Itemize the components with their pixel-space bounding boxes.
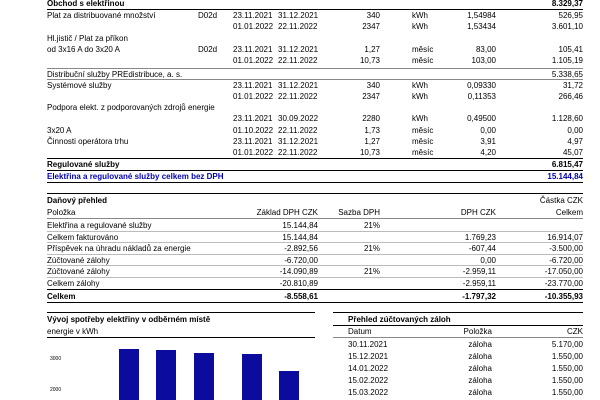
row-unit: kWh <box>412 114 428 123</box>
row-unit: kWh <box>412 11 428 20</box>
tax-row-label: Zúčtované zálohy <box>47 267 110 276</box>
row-date-to: 22.11.2022 <box>278 22 318 31</box>
row-label: Systémové služby <box>47 81 112 90</box>
tax-row-vat: -2.959,11 <box>462 278 496 288</box>
row-unit-price: 0,00 <box>480 126 496 135</box>
tax-row-base: 15.144,84 <box>282 232 318 242</box>
tax-row-base: -14.090,89 <box>279 267 318 276</box>
advance-row-amount: 1.550,00 <box>551 364 583 373</box>
dane-total-label: Celkem <box>47 292 76 301</box>
row-amount: 45,07 <box>562 148 583 157</box>
tax-row-vat: -607,44 <box>468 244 496 253</box>
tax-row-total: 16.914,07 <box>547 232 583 242</box>
row-label: 3x20 A <box>47 126 72 135</box>
tax-row-total: -6.720,00 <box>549 255 583 265</box>
dane-total-dph: -1.797,32 <box>462 292 496 301</box>
row-unit: měsíc <box>412 126 434 135</box>
row-date-from: 23.11.2021 <box>233 11 273 20</box>
obchod-total: 8.329,37 <box>551 0 583 8</box>
dane-header-dph: DPH CZK <box>460 208 496 217</box>
zalohy-title: Přehled zúčtovaných záloh <box>348 315 451 324</box>
tax-row-vat: 0,00 <box>480 255 496 265</box>
advance-row-date: 15.02.2022 <box>348 376 389 385</box>
row-unit-price: 83,00 <box>475 45 496 54</box>
row-quantity: 1,27 <box>364 137 380 146</box>
consumption-chart <box>47 338 315 400</box>
row-divider <box>47 242 583 243</box>
divider <box>47 9 583 10</box>
row-date-to: 22.11.2022 <box>278 56 318 65</box>
divider <box>333 337 583 338</box>
divider <box>47 79 583 80</box>
tax-row-total: -23.770,00 <box>544 278 583 288</box>
row-date-from: 01.01.2022 <box>233 22 274 31</box>
advance-row-date: 15.03.2022 <box>348 388 389 397</box>
row-code: D02d <box>198 11 218 20</box>
chart-unit-label: energie v kWh <box>47 327 99 336</box>
row-date-to: 30.09.2022 <box>278 114 319 123</box>
row-quantity: 2347 <box>362 22 380 31</box>
chart-bar <box>156 350 176 400</box>
row-date-from: 23.11.2021 <box>233 81 273 90</box>
distribuce-title: Distribuční služby PREdistribuce, a. s. <box>47 70 183 79</box>
row-divider <box>47 277 583 278</box>
row-date-from: 01.10.2022 <box>233 126 274 135</box>
row-label: od 3x16 A do 3x20 A <box>47 45 120 54</box>
y-tick-label: 2000 <box>50 386 62 393</box>
zalohy-header-polozka: Položka <box>463 327 492 336</box>
row-date-from: 23.11.2021 <box>233 45 273 54</box>
celkem-bez-dph-total: 15.144,84 <box>547 172 583 181</box>
y-tick-label: 3000 <box>50 355 62 362</box>
divider <box>47 170 583 171</box>
row-label: Hl.jistič / Plat za příkon <box>47 34 128 43</box>
tax-row-vat: -2.959,11 <box>462 267 496 276</box>
row-quantity: 340 <box>366 81 380 90</box>
dane-header-celkem: Celkem <box>555 208 583 217</box>
row-unit: kWh <box>412 92 428 101</box>
row-unit: měsíc <box>412 148 434 157</box>
row-amount: 0,00 <box>567 126 583 135</box>
row-unit: měsíc <box>412 45 434 54</box>
row-date-from: 01.01.2022 <box>233 92 274 101</box>
tax-row-base: -20.810,89 <box>279 278 318 288</box>
row-unit: měsíc <box>412 137 434 146</box>
row-date-from: 23.11.2021 <box>233 114 273 123</box>
row-amount: 31,72 <box>562 81 583 90</box>
row-quantity: 340 <box>366 11 380 20</box>
row-date-from: 01.01.2022 <box>233 56 274 65</box>
row-date-to: 22.11.2022 <box>278 148 318 157</box>
tax-row-total: -17.050,00 <box>544 267 583 276</box>
row-divider <box>47 231 583 232</box>
row-divider <box>47 254 583 255</box>
chart-bar <box>194 353 214 400</box>
chart-bar <box>279 371 299 400</box>
row-unit: měsíc <box>412 56 434 65</box>
row-amount: 526,95 <box>558 11 583 20</box>
distribuce-total: 5.338,65 <box>551 70 583 79</box>
row-unit: kWh <box>412 22 428 31</box>
row-quantity: 10,73 <box>359 56 380 65</box>
regulovane-label: Regulované služby <box>47 160 120 169</box>
tax-row-label: Celkem zálohy <box>47 278 100 288</box>
tax-row-rate: 21% <box>363 244 380 253</box>
advance-row-item: záloha <box>468 364 492 373</box>
row-date-to: 31.12.2021 <box>278 137 319 146</box>
row-date-to: 22.11.2022 <box>278 126 318 135</box>
dane-total-zaklad: -8.558,61 <box>284 292 318 301</box>
tax-row-label: Celkem fakturováno <box>47 232 119 242</box>
divider <box>47 302 583 303</box>
divider <box>47 158 583 159</box>
row-date-from: 01.01.2022 <box>233 148 274 157</box>
advance-row-amount: 1.550,00 <box>551 352 583 361</box>
row-label: Podpora elekt. z podporovaných zdrojů energie <box>47 103 215 112</box>
row-unit-price: 4,20 <box>480 148 496 157</box>
chart-bar <box>242 354 262 400</box>
advance-row-item: záloha <box>468 340 492 349</box>
obchod-title: Obchod s elektřinou <box>47 0 125 8</box>
dane-title: Daňový přehled <box>47 196 108 205</box>
row-label: Činnosti operátora trhu <box>47 137 129 146</box>
row-date-to: 31.12.2021 <box>278 11 319 20</box>
row-unit: kWh <box>412 81 428 90</box>
zalohy-header-datum: Datum <box>348 327 372 336</box>
row-unit-price: 103,00 <box>471 56 496 65</box>
row-code: D02d <box>198 45 218 54</box>
advance-row-item: záloha <box>468 388 492 397</box>
row-unit-price: 0,49500 <box>467 114 496 123</box>
row-date-from: 23.11.2021 <box>233 137 273 146</box>
row-amount: 1.105,19 <box>551 56 583 65</box>
divider <box>47 218 583 219</box>
advance-row-date: 14.01.2022 <box>348 364 389 373</box>
row-unit-price: 3,91 <box>480 137 496 146</box>
tax-row-rate: 21% <box>363 221 380 230</box>
divider <box>47 312 315 313</box>
row-unit-price: 0,09330 <box>467 81 496 90</box>
dane-header-polozka: Položka <box>47 208 76 217</box>
divider <box>333 325 583 326</box>
row-date-to: 31.12.2021 <box>278 81 319 90</box>
row-amount: 3.601,10 <box>551 22 583 31</box>
row-quantity: 1,27 <box>364 45 380 54</box>
row-amount: 1.128,60 <box>551 114 583 123</box>
advance-row-amount: 1.550,00 <box>551 388 583 397</box>
row-date-to: 31.12.2021 <box>278 45 319 54</box>
row-quantity: 10,73 <box>359 148 380 157</box>
row-quantity: 2347 <box>362 92 380 101</box>
tax-row-base: 15.144,84 <box>282 221 318 230</box>
row-divider <box>47 265 583 266</box>
advance-row-amount: 5.170,00 <box>551 340 583 349</box>
regulovane-total: 6.815,47 <box>551 160 583 169</box>
tax-row-total: -3.500,00 <box>549 244 583 253</box>
divider <box>333 312 583 313</box>
row-amount: 266,46 <box>558 92 583 101</box>
dane-right-title: Částka CZK <box>539 196 583 205</box>
dane-header-zaklad: Základ DPH CZK <box>256 208 318 217</box>
row-date-to: 22.11.2022 <box>278 92 318 101</box>
divider <box>47 68 583 69</box>
chart-title: Vývoj spotřeby elektřiny v odběrném místě <box>47 315 211 324</box>
dane-total-celkem: -10.355,93 <box>544 292 583 301</box>
tax-row-base: -2.892,56 <box>284 244 318 253</box>
advance-row-item: záloha <box>468 376 492 385</box>
tax-row-vat: 1.769,23 <box>464 232 496 242</box>
row-amount: 4,97 <box>567 137 583 146</box>
tax-row-label: Zúčtované zálohy <box>47 255 110 265</box>
advance-row-date: 15.12.2021 <box>348 352 389 361</box>
chart-bar <box>119 349 139 400</box>
divider <box>47 182 583 183</box>
tax-row-label: Příspěvek na úhradu nákladů za energie <box>47 244 191 253</box>
row-unit-price: 0,11353 <box>467 92 496 101</box>
divider <box>47 193 583 194</box>
zalohy-header-czk: CZK <box>567 327 583 336</box>
row-unit-price: 1,54984 <box>467 11 496 20</box>
row-amount: 105,41 <box>558 45 583 54</box>
advance-row-date: 30.11.2021 <box>348 340 388 349</box>
advance-row-amount: 1.550,00 <box>551 376 583 385</box>
tax-row-base: -6.720,00 <box>284 255 318 265</box>
celkem-bez-dph-label: Elektřina a regulované služby celkem bez DPH <box>47 172 224 181</box>
row-label: Plat za distribuované množství <box>47 11 156 20</box>
row-quantity: 1,73 <box>364 126 380 135</box>
advance-row-item: záloha <box>468 352 492 361</box>
row-unit-price: 1,53434 <box>467 22 496 31</box>
tax-row-rate: 21% <box>363 267 380 276</box>
row-quantity: 2280 <box>362 114 380 123</box>
tax-row-label: Elektřina a regulované služby <box>47 221 152 230</box>
divider <box>47 289 583 290</box>
dane-header-sazba: Sazba DPH <box>338 208 380 217</box>
